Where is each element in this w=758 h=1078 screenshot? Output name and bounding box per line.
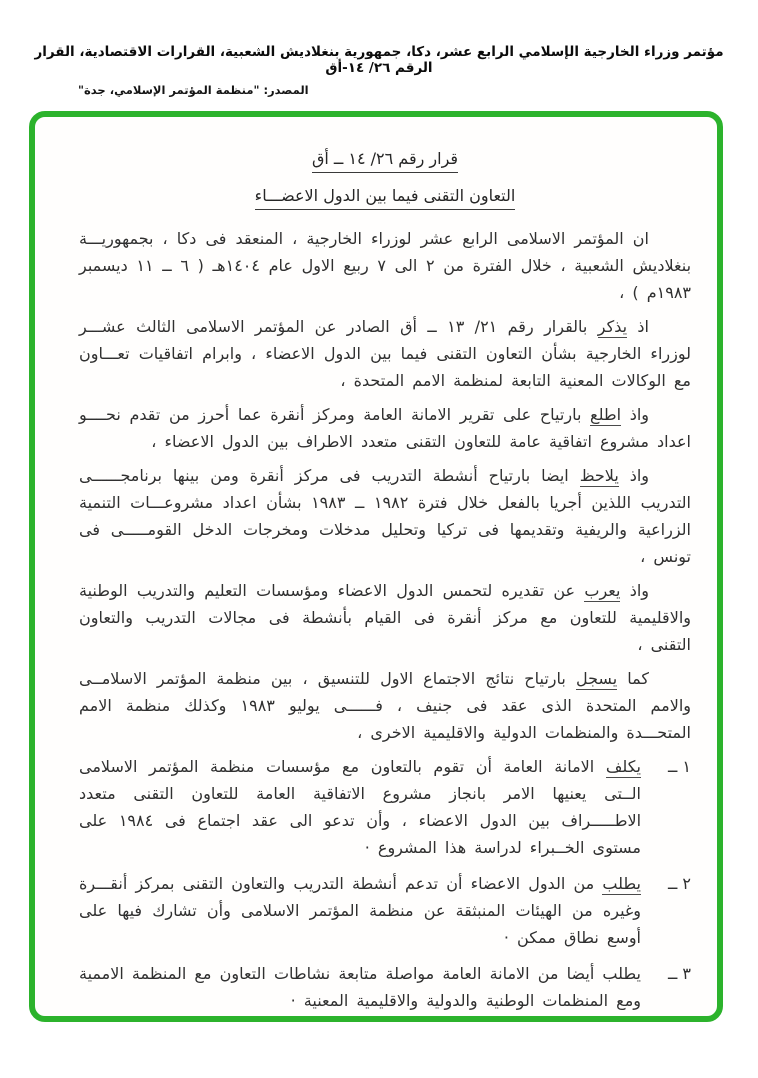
operative-items-list [79,753,691,1014]
preamble-paragraph [79,665,691,746]
item-number: ٣ ــ [667,964,691,983]
header-source-line: المصدر: "منظمة المؤتمر الإسلامي، جدة" [78,83,309,97]
preamble-paragraph [79,225,691,306]
item-verb-underlined: يطلب [602,874,641,893]
resolution-subject-text: التعاون التقنى فيما بين الدول الاعضـــاء [255,186,516,210]
paragraph-verb-underlined: اطلع [590,405,622,424]
resolution-number-title [79,145,691,172]
item-verb-underlined: يكلف [605,757,641,776]
item-verb: يطلب أيضا [566,964,641,983]
item-text [79,753,641,861]
paragraph-intro: كما [617,669,650,688]
paragraph-intro: واذ [620,581,649,600]
paragraph-verb-underlined: يلاحظ [579,466,619,485]
list-item [79,753,691,861]
header-citation-line: مؤتمر وزراء الخارجية الإسلامي الرابع عشر، دكا، جمهورية بنغلاديش الشعبية، القرارات الاقتصادية، القرار الرقم ٢٦/ ١٤-أق [34,44,724,76]
document-header [0,44,758,97]
paragraph-text: بارتياح على تقرير الامانة العامة ومركز أنقرة عما أحرز من تقدم نحــــو اعداد مشروع اتفاقية عامة للتعاون التقنى متعدد الاطراف بين الدول الاعضاء ، [79,405,691,451]
paragraph-text: عن تقديره لتحمس الدول الاعضاء ومؤسسات التعليم والتدريب الوطنية والاقليمية للتعاون مع مركز أنقرة فى القيام بأنشطة فى مجالات التدريب والتعاون التقنى ، [79,581,691,654]
resolution-subject-title [79,182,691,209]
item-number: ١ ــ [667,757,691,776]
paragraph-intro: اذ [627,317,650,336]
paragraph-intro: واذ [621,405,649,424]
paragraph-intro: واذ [618,466,649,485]
preamble-paragraph [79,401,691,455]
preamble-paragraph [79,577,691,658]
paragraph-verb-underlined: يذكر [597,317,628,336]
paragraph-verb-underlined: يعرب [584,581,621,600]
paragraph-verb-underlined: يسجل [575,669,618,688]
paragraph-text: ايضا بارتياح أنشطة التدريب فى مركز أنقرة ومن بينها برنامجــــــى التدريب اللذين أجريا بالفعل خلال فترة ١٩٨٢ ــ ١٩٨٣ بشأن اعداد مشروعـــات التنمية الزراعية والريفية وتقديمها فى تركيا وتحليل مدخلات ومخرجات الدخل القومـــــى فى تونس ، [79,466,691,566]
item-text [79,960,641,1014]
item-text [79,870,641,951]
green-page-frame [29,111,723,1022]
resolution-number-text: قرار رقم ٢٦/ ١٤ ــ أق [312,149,458,173]
paragraph-text: بارتياح نتائج الاجتماع الاول للتنسيق ، بين منظمة المؤتمر الاسلامــى والامم المتحدة الذى عقد فى جنيف ، فــــــى يوليو ١٩٨٣ وكذلك منظمة الامم المتحـــدة والمنظمات الدولية والاقليمية الاخرى ، [79,669,691,742]
list-item [79,870,691,951]
preamble-paragraph [79,462,691,570]
preamble-paragraph [79,313,691,394]
list-item [79,960,691,1014]
item-number: ٢ ــ [667,874,691,893]
item-body: الامانة العامة أن تقوم بالتعاون مع مؤسسات منظمة المؤتمر الاسلامى الــتى يعنيها الامر بانجاز مشروع الاتفاقية العامة للتعاون التقنى متعدد الاطـــــراف بين الدول الاعضاء ، وأن تدعو الى عقد اجتماع فى ١٩٨٤ على مستوى الخــبراء لدراسة هذا المشروع · [79,757,642,857]
item-body: من الامانة العامة مواصلة متابعة نشاطات التعاون مع المنظمة الاممية ومع المنظمات الوطنية والدولية والاقليمية المعنية · [79,964,641,1010]
paragraph-text: ان المؤتمر الاسلامى الرابع عشر لوزراء الخارجية ، المنعقد فى دكا ، بجمهوريـــة بنغلاديش الشعبية ، خلال الفترة من ٢ الى ٧ ربيع الاول عام ١٤٠٤هـ ( ٦ ــ ١١ ديسمبر ١٩٨٣م ) ، [79,229,692,302]
item-body: من الدول الاعضاء أن تدعم أنشطة التدريب والتعاون التقنى بمركز أنقـــرة وغيره من الهيئات المنبثقة عن منظمة المؤتمر الاسلامى وأن تشارك فيها على أوسع نطاق ممكن · [79,874,641,947]
paragraph-text: بالقرار رقم ٢١/ ١٣ ــ أق الصادر عن المؤتمر الاسلامى الثالث عشـــر لوزراء الخارجية بشأن التعاون التقنى فيما بين الدول الاعضاء ، وابرام اتفاقيات تعـــاون مع الوكالات المعنية التابعة لمنظمة الامم المتحدة ، [79,317,691,390]
